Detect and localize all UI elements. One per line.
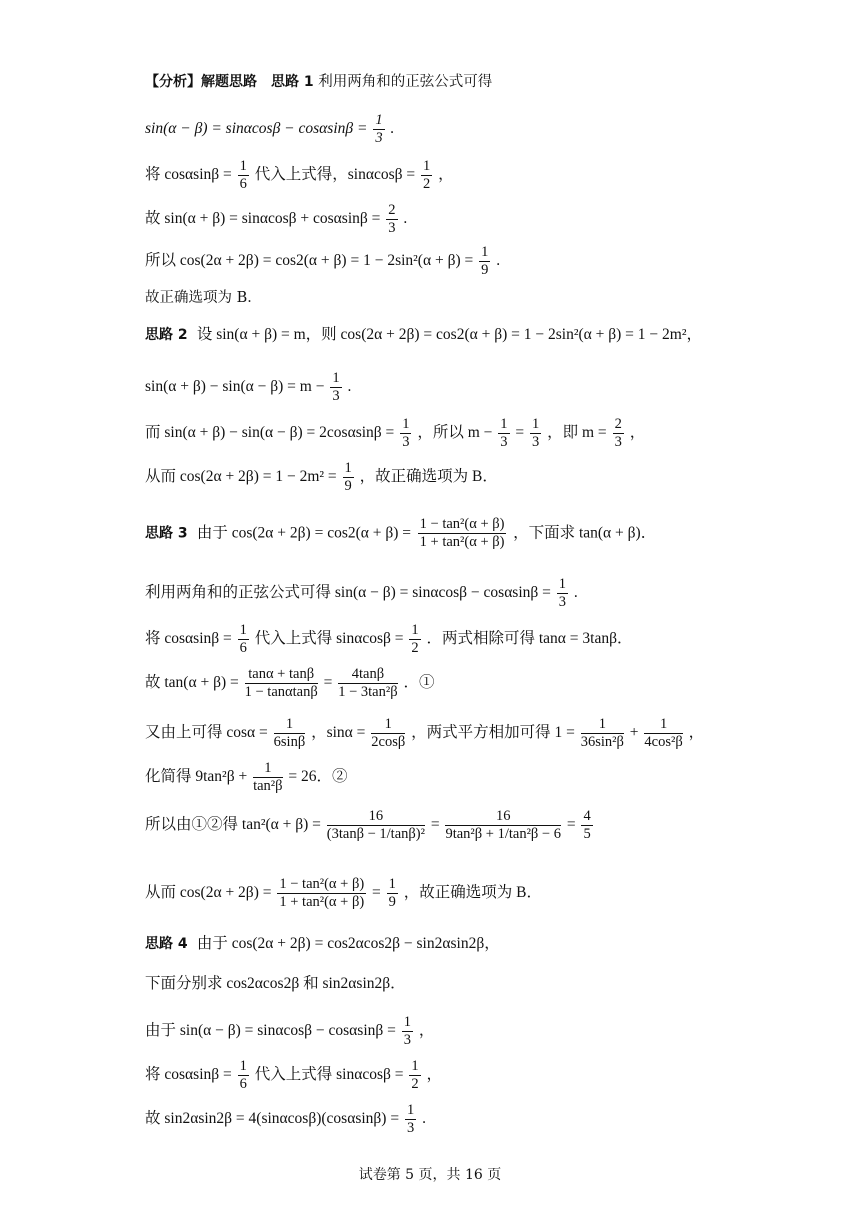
fraction: $\frac{1}{3}$ — [532, 416, 540, 450]
fraction: $\frac{1}{3}$ — [558, 576, 567, 610]
fraction: $\frac{1}{3}$ — [375, 112, 383, 146]
fraction: $\frac{1}{2\cos\beta}$ — [371, 716, 406, 750]
fraction: $\frac{1}{\text{36sin²β}}$ — [580, 716, 624, 750]
fraction: $\frac{16}{\text{9tan²β + 1/tan²β − 6}}$ — [445, 808, 561, 842]
fraction: $\frac{\text{1 − tan²(α + β)}}{\text{1 + tan²(α + β)}}$ — [279, 876, 365, 910]
fraction: $\frac{1}{9}$ — [344, 460, 352, 494]
line-20: 下面分别求 cos2αcos2β 和 sin2αsin2β． — [145, 975, 406, 992]
line-1 — [145, 72, 492, 92]
fraction: $\frac{\tan\alpha + \tan\beta}{1 - \tan\alpha\tan\beta}$ — [244, 666, 318, 700]
line-21: 由于 sin(α − β) = sinαcosβ − cosαsinβ = $\frac{1}{3}$ ， — [145, 1014, 435, 1048]
fraction: $\frac{1}{6}$ — [239, 622, 247, 656]
section-heading: 思路 4 — [145, 936, 188, 952]
line-19: 思路 4 由于 cos(2α + 2β) = cos2αcos2β − sin2αsin2β， — [145, 935, 500, 952]
fraction: $\frac{1}{9}$ — [388, 876, 396, 910]
line-12: 利用两角和的正弦公式可得 sin(α − β) = sinαcosβ − cosαsinβ = $\frac{1}{3}$ . — [145, 576, 578, 610]
line-4: 故 sin(α + β) = sinαcosβ + cosαsinβ = $\frac{2}{3}$ . — [145, 202, 408, 236]
fraction: $\frac{4}{5}$ — [583, 808, 591, 842]
section-heading: 【分析】解题思路 思路 1 — [145, 74, 314, 90]
line-14: 故 tan(α + β) = $\frac{\tan\alpha + \tan\beta}{1 - \tan\alpha\tan\beta}$ = $\frac{4\tan\beta}{\text{1 − 3tan²β}}$ ．① — [145, 666, 435, 700]
line-2: sin(α − β) = sinαcosβ − cosαsinβ = $\frac{1}{3}$ . — [145, 112, 395, 146]
page-footer: 试卷第 5 页，共 16 页 — [358, 1167, 502, 1183]
fraction: $\frac{1}{\text{tan²β}}$ — [253, 760, 283, 794]
formula: sin(α − β) = sinαcosβ − cosαsinβ = — [145, 120, 368, 138]
line-9: 而 sin(α + β) − sin(α − β) = 2cosαsinβ = $\frac{1}{3}$ ，所以 m − $\frac{1}{3}$ = $\frac{1}{3}$ ，即 m = $\frac{2}{3}$ ， — [145, 416, 646, 450]
fraction: $\frac{1}{2}$ — [423, 158, 431, 192]
line-13: 将 cosαsinβ = $\frac{1}{6}$ 代入上式得 sinαcosβ = $\frac{1}{2}$ ．两式相除可得 tanα = 3tanβ． — [145, 622, 633, 656]
line-16: 化简得 9tan²β + $\frac{1}{\text{tan²β}}$ = 26．② — [145, 760, 348, 794]
fraction: $\frac{1}{2}$ — [411, 622, 419, 656]
line-18: 从而 cos(2α + 2β) = $\frac{\text{1 − tan²(α + β)}}{\text{1 + tan²(α + β)}}$ = $\frac{1}{9}$ ，故正确选项为 B． — [145, 876, 543, 910]
line-11: 思路 3 由于 cos(2α + 2β) = cos2(α + β) = $\frac{\text{1 − tan²(α + β)}}{\text{1 + tan²(α + β)}}$ ，下面求 tan(α + β)． — [145, 516, 657, 550]
line-8: sin(α + β) − sin(α − β) = m − $\frac{1}{3}$ . — [145, 370, 352, 404]
fraction: $\frac{1}{6}$ — [239, 158, 247, 192]
section-heading: 思路 3 — [145, 525, 188, 542]
fraction: $\frac{4\tan\beta}{\text{1 − 3tan²β}}$ — [338, 666, 398, 700]
fraction: $\frac{\text{1 − tan²(α + β)}}{\text{1 + tan²(α + β)}}$ — [419, 516, 505, 550]
fraction: $\frac{1}{3}$ — [500, 416, 508, 450]
section-heading: 思路 2 — [145, 327, 188, 343]
line-6: 故正确选项为 B． — [145, 290, 262, 306]
line-3: 将 cosαsinβ = $\frac{1}{6}$ 代入上式得，sinαcosβ = $\frac{1}{2}$ ， — [145, 158, 454, 192]
fraction: $\frac{1}{\text{4cos²β}}$ — [644, 716, 683, 750]
fraction: $\frac{1}{9}$ — [481, 244, 489, 278]
fraction: $\frac{16}{\text{(3tanβ − 1/tanβ)²}}$ — [326, 808, 425, 842]
fraction: $\frac{1}{2}$ — [411, 1058, 419, 1092]
fraction: $\frac{2}{3}$ — [388, 202, 396, 236]
fraction: $\frac{1}{6\sin\beta}$ — [273, 716, 306, 750]
fraction: $\frac{1}{6}$ — [239, 1058, 247, 1092]
fraction: $\frac{1}{3}$ — [406, 1102, 415, 1136]
fraction: $\frac{1}{3}$ — [402, 416, 410, 450]
line-15: 又由上可得 cosα = $\frac{1}{6\sin\beta}$ ，sinα = $\frac{1}{2\cos\beta}$ ，两式平方相加可得 1 = $\frac{1}{\text{36sin²β}}$ + $\frac{1}{\text{4cos²β}}$ ， — [145, 716, 705, 750]
fraction: $\frac{1}{3}$ — [332, 370, 340, 404]
fraction: $\frac{2}{3}$ — [614, 416, 622, 450]
line-23: 故 sin2αsin2β = 4(sinαcosβ)(cosαsinβ) = $\frac{1}{3}$ . — [145, 1102, 426, 1136]
text: 利用两角和的正弦公式可得 — [318, 74, 493, 90]
line-17: 所以由①②得 tan²(α + β) = $\frac{16}{\text{(3tanβ − 1/tanβ)²}}$ = $\frac{16}{\text{9tan²β + 1/tan²β − 6}}$ = $\frac{4}{5}$ — [145, 808, 591, 842]
line-7: 思路 2 设 sin(α + β) = m，则 cos(2α + 2β) = cos2(α + β) = 1 − 2sin²(α + β) = 1 − 2m²， — [145, 326, 702, 343]
line-22: 将 cosαsinβ = $\frac{1}{6}$ 代入上式得 sinαcosβ = $\frac{1}{2}$ ， — [145, 1058, 443, 1092]
fraction: $\frac{1}{3}$ — [403, 1014, 412, 1048]
line-5: 所以 cos(2α + 2β) = cos2(α + β) = 1 − 2sin²(α + β) = $\frac{1}{9}$ . — [145, 244, 501, 278]
line-10: 从而 cos(2α + 2β) = 1 − 2m² = $\frac{1}{9}$ ，故正确选项为 B． — [145, 460, 498, 494]
